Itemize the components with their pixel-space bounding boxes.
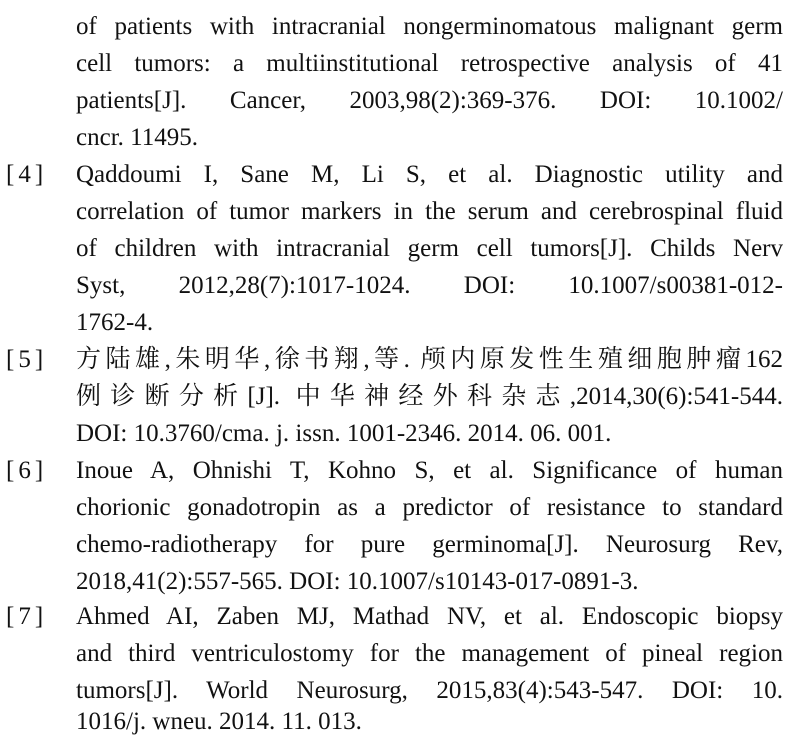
- reference-text-line: cell tumors: a multiinstitutional retrospective analysis of 41: [76, 50, 783, 77]
- reference-text-line: of children with intracranial germ cell tumors[J]. Childs Nerv: [76, 235, 783, 262]
- reference-number: [7]: [6, 603, 48, 630]
- reference-text-line: Inoue A, Ohnishi T, Kohno S, et al. Significance of human: [76, 457, 783, 484]
- reference-text-line: cncr. 11495.: [76, 124, 198, 151]
- reference-text-line: 例诊断分析[J]. 中华神经外科杂志,2014,30(6):541-544.: [76, 383, 783, 410]
- reference-text-line: tumors[J]. World Neurosurg, 2015,83(4):543-547. DOI: 10.: [76, 677, 783, 704]
- reference-text-line: and third ventriculostomy for the management of pineal region: [76, 640, 783, 667]
- reference-number: [4]: [6, 161, 48, 188]
- reference-text-line: DOI: 10.3760/cma. j. issn. 1001-2346. 2014. 06. 001.: [76, 420, 612, 447]
- reference-text-line: of patients with intracranial nongerminomatous malignant germ: [76, 13, 783, 40]
- reference-text-line: Qaddoumi I, Sane M, Li S, et al. Diagnostic utility and: [76, 161, 783, 188]
- reference-text-line: Syst, 2012,28(7):1017-1024. DOI: 10.1007/s00381-012-: [76, 272, 783, 299]
- reference-text-line: correlation of tumor markers in the serum and cerebrospinal fluid: [76, 198, 783, 225]
- reference-text-line: 方陆雄,朱明华,徐书翔,等. 颅内原发性生殖细胞肿瘤162: [76, 346, 783, 373]
- reference-text-line: 2018,41(2):557-565. DOI: 10.1007/s10143-017-0891-3.: [76, 568, 639, 595]
- reference-text-line: patients[J]. Cancer, 2003,98(2):369-376. DOI: 10.1002/: [76, 87, 783, 114]
- reference-number: [5]: [6, 346, 48, 373]
- reference-text-line: chemo-radiotherapy for pure germinoma[J]. Neurosurg Rev,: [76, 531, 783, 558]
- reference-text-line: chorionic gonadotropin as a predictor of resistance to standard: [76, 494, 783, 521]
- reference-text-line: 1762-4.: [76, 309, 154, 336]
- reference-number: [6]: [6, 457, 48, 484]
- reference-text-line: Ahmed AI, Zaben MJ, Mathad NV, et al. Endoscopic biopsy: [76, 603, 783, 630]
- reference-text-line: 1016/j. wneu. 2014. 11. 013.: [76, 708, 362, 735]
